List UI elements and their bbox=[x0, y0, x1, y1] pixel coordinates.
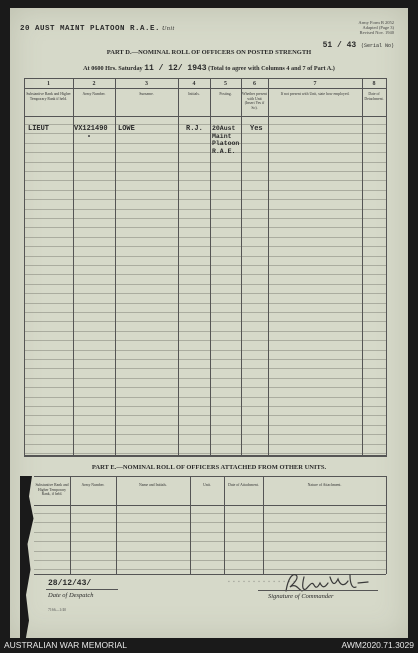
header-bottom-border bbox=[24, 116, 386, 117]
ruled-line bbox=[24, 397, 386, 398]
unit-field bbox=[20, 25, 175, 33]
part-e-header-date: Date of Attachment. bbox=[228, 483, 259, 487]
ruled-line bbox=[24, 350, 386, 351]
ruled-line bbox=[24, 227, 386, 228]
ruled-line bbox=[24, 218, 386, 219]
column-divider bbox=[115, 78, 116, 457]
part-e-header-nature: Nature of Attachment. bbox=[307, 483, 342, 487]
ruled-line bbox=[34, 560, 386, 561]
ruled-line bbox=[24, 368, 386, 369]
ruled-line bbox=[24, 303, 386, 304]
part-d-subtitle bbox=[10, 64, 408, 73]
ruled-line bbox=[24, 321, 386, 322]
column-divider bbox=[362, 78, 363, 457]
column-number: 8 bbox=[372, 81, 376, 87]
column-header-posting: Posting. bbox=[219, 92, 232, 96]
table-top-border bbox=[24, 78, 386, 79]
part-e-header-border bbox=[34, 505, 386, 506]
signature-label: Signature of Commander bbox=[268, 593, 334, 600]
despatch-date: 28/12/43/ bbox=[48, 579, 92, 588]
ruled-line bbox=[24, 246, 386, 247]
entry-initials: R.J. bbox=[186, 125, 203, 133]
part-e-title: PART E.—NOMINAL ROLL OF OFFICERS ATTACHED FROM OTHER UNITS. bbox=[91, 464, 327, 471]
part-e-column-divider bbox=[386, 476, 387, 574]
ruled-line bbox=[24, 312, 386, 313]
ruled-line bbox=[24, 209, 386, 210]
ink-mark bbox=[88, 135, 90, 137]
column-number: 6 bbox=[253, 81, 256, 87]
despatch-label: Date of Despatch bbox=[48, 592, 94, 599]
column-number: 1 bbox=[47, 81, 50, 87]
part-e-header-name: Name and Initials. bbox=[139, 483, 167, 487]
column-number: 5 bbox=[224, 81, 227, 87]
torn-edge bbox=[20, 476, 50, 638]
unit-label: Unit bbox=[162, 26, 175, 32]
ruled-line bbox=[24, 359, 386, 360]
ruled-line bbox=[24, 453, 386, 454]
ruled-line bbox=[24, 378, 386, 379]
archive-caption: AUSTRALIAN WAR MEMORIAL bbox=[4, 640, 127, 650]
column-divider bbox=[268, 78, 269, 457]
ruled-line bbox=[24, 199, 386, 200]
signature-underline bbox=[258, 590, 378, 591]
ruled-line bbox=[24, 284, 386, 285]
column-divider bbox=[386, 78, 387, 457]
column-header-detachment-date: Date of Detachment. bbox=[364, 92, 384, 101]
part-e-header-rank: Substantive Rank and Higher Temporary Rank, if held. bbox=[35, 483, 69, 497]
ruled-line bbox=[24, 444, 386, 445]
column-divider bbox=[24, 78, 25, 457]
ruled-line bbox=[24, 133, 386, 134]
ruled-line bbox=[24, 406, 386, 407]
entry-army-number: VX121490 bbox=[74, 125, 108, 133]
ruled-line bbox=[24, 425, 386, 426]
ruled-line bbox=[24, 171, 386, 172]
column-number: 2 bbox=[92, 81, 96, 87]
ruled-line bbox=[24, 274, 386, 275]
serial-label: (Serial No) bbox=[360, 43, 394, 49]
ruled-line bbox=[24, 340, 386, 341]
column-divider bbox=[73, 78, 74, 457]
entry-surname: LOWE bbox=[118, 125, 135, 133]
form-ref-line: Adapted (Page 3) bbox=[362, 25, 394, 30]
ruled-line bbox=[24, 152, 386, 153]
ruled-line bbox=[24, 265, 386, 266]
subtitle-date: 11 / 12/ 1943 bbox=[144, 64, 207, 73]
ruled-line bbox=[24, 180, 386, 181]
part-e-top-border bbox=[34, 476, 386, 477]
printer-note: 7166—1/40 bbox=[48, 608, 67, 612]
ruled-line bbox=[34, 522, 386, 523]
archive-reference: AWM2020.71.3029 bbox=[341, 640, 414, 650]
column-number: 4 bbox=[192, 81, 196, 87]
subtitle-suffix: (Total to agree with Columns 4 and 7 of Part A.) bbox=[208, 65, 335, 72]
column-header-employment: If not present with Unit, state how employed. bbox=[280, 92, 350, 96]
ruled-line bbox=[24, 331, 386, 332]
column-number-divider bbox=[24, 88, 386, 89]
ruled-line bbox=[24, 415, 386, 416]
ruled-line bbox=[24, 434, 386, 435]
part-e-header-unit: Unit. bbox=[203, 483, 211, 487]
ruled-line bbox=[24, 256, 386, 257]
part-e-header-army-number: Army Number. bbox=[81, 483, 105, 487]
entry-posting: 20Aust Maint Platoon R.A.E. bbox=[212, 125, 240, 155]
column-header-initials: Initials. bbox=[188, 92, 200, 96]
serial-value: 51 / 43 bbox=[322, 41, 357, 50]
form-reference bbox=[358, 20, 394, 35]
column-divider bbox=[178, 78, 179, 457]
form-ref-line: Revised Nov. 1940 bbox=[359, 30, 394, 35]
document-sheet bbox=[10, 8, 408, 638]
ruled-line bbox=[24, 190, 386, 191]
form-ref-line: Army Form B 2052 bbox=[358, 20, 394, 25]
column-divider bbox=[210, 78, 211, 457]
entry-rank: LIEUT bbox=[28, 125, 50, 133]
ruled-line bbox=[34, 541, 386, 542]
faded-stamp: ▪ ▪ ▪ ▪ ▪ ▪ ▪ ▪ ▪ ▪ ▪ ▪ ▪ ▪ bbox=[228, 580, 297, 585]
unit-value: 20 AUST MAINT PLATOON R.A.E. bbox=[20, 25, 161, 33]
ruled-line bbox=[24, 143, 386, 144]
ruled-line bbox=[34, 513, 386, 514]
column-header-army-number: Army Number. bbox=[82, 92, 106, 96]
despatch-underline bbox=[46, 589, 118, 590]
ruled-line bbox=[34, 551, 386, 552]
ruled-line bbox=[24, 237, 386, 238]
subtitle-prefix: At 0600 Hrs. Saturday bbox=[83, 65, 143, 72]
ruled-line bbox=[24, 162, 386, 163]
column-number: 7 bbox=[313, 81, 317, 87]
column-header-present: Whether present with Unit (Insert Yes if So). bbox=[242, 92, 267, 110]
part-d-title: PART D.—NOMINAL ROLL OF OFFICERS ON POSTED STRENGTH bbox=[106, 49, 312, 56]
column-number: 3 bbox=[145, 81, 148, 87]
ruled-line bbox=[34, 532, 386, 533]
entry-present: Yes bbox=[250, 125, 263, 133]
column-header-surname: Surname. bbox=[139, 92, 154, 96]
table-bottom-border bbox=[24, 455, 386, 457]
ruled-line bbox=[24, 387, 386, 388]
ruled-line bbox=[24, 293, 386, 294]
column-header-rank: Substantive Rank and Higher Temporary Rank if held. bbox=[26, 92, 71, 101]
